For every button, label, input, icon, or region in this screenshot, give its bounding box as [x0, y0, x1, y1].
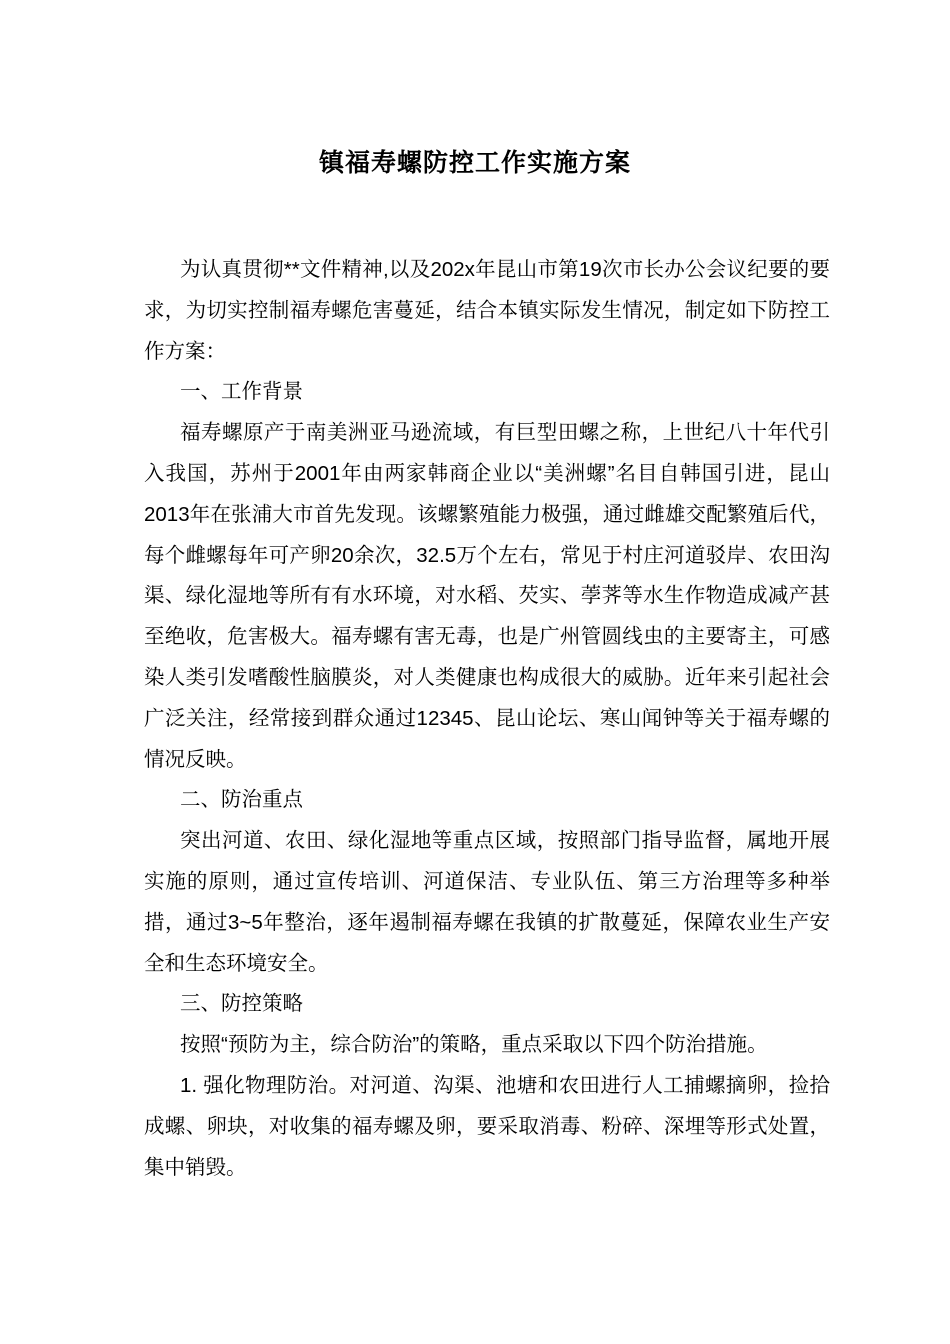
document-body — [144, 250, 830, 1188]
paragraph-background: 福寿螺原产于南美洲亚马逊流域，有巨型田螺之称，上世纪八十年代引入我国，苏州于2001年由两家韩商企业以“美洲螺”名目自韩国引进，昆山2013年在张浦大市首先发现。该螺繁殖能力极强，通过雌雄交配繁殖后代，每个雌螺每年可产卵20余次，32.5万个左右，常见于村庄河道驳岸、农田沟渠、绿化湿地等所有有水环境，对水稻、芡实、荸荠等水生作物造成减产甚至绝收，危害极大。福寿螺有害无毒，也是广州管圆线虫的主要寄主，可感染人类引发嗜酸性脑膜炎，对人类健康也构成很大的威胁。近年来引起社会广泛关注，经常接到群众通过12345、昆山论坛、寒山闻钟等关于福寿螺的情况反映。 — [144, 421, 830, 771]
section-heading-key-points: 二、防治重点 — [180, 788, 303, 812]
paragraph-key-points: 突出河道、农田、绿化湿地等重点区域，按照部门指导监督，属地开展实施的原则，通过宣传培训、河道保洁、专业队伍、第三方治理等多种举措，通过3~5年整治，逐年遏制福寿螺在我镇的扩散蔓延，保障农业生产安全和生态环境安全。 — [144, 829, 830, 975]
paragraph-measure-1: 1. 强化物理防治。对河道、沟渠、池塘和农田进行人工捕螺摘卵，捡拾成螺、卵块，对收集的福寿螺及卵，要采取消毒、粉碎、深埋等形式处置，集中销毁。 — [144, 1073, 830, 1179]
document-title: 镇福寿螺防控工作实施方案 — [318, 148, 631, 177]
section-heading-strategy: 三、防控策略 — [180, 992, 303, 1016]
paragraph-intro: 为认真贯彻**文件精神,以及202x年昆山市第19次市长办公会议纪要的要求，为切实控制福寿螺危害蔓延，结合本镇实际发生情况，制定如下防控工作方案： — [144, 258, 830, 363]
paragraph-strategy: 按照“预防为主，综合防治”的策略，重点采取以下四个防治措施。 — [180, 1033, 768, 1057]
section-heading-background: 一、工作背景 — [180, 380, 303, 404]
